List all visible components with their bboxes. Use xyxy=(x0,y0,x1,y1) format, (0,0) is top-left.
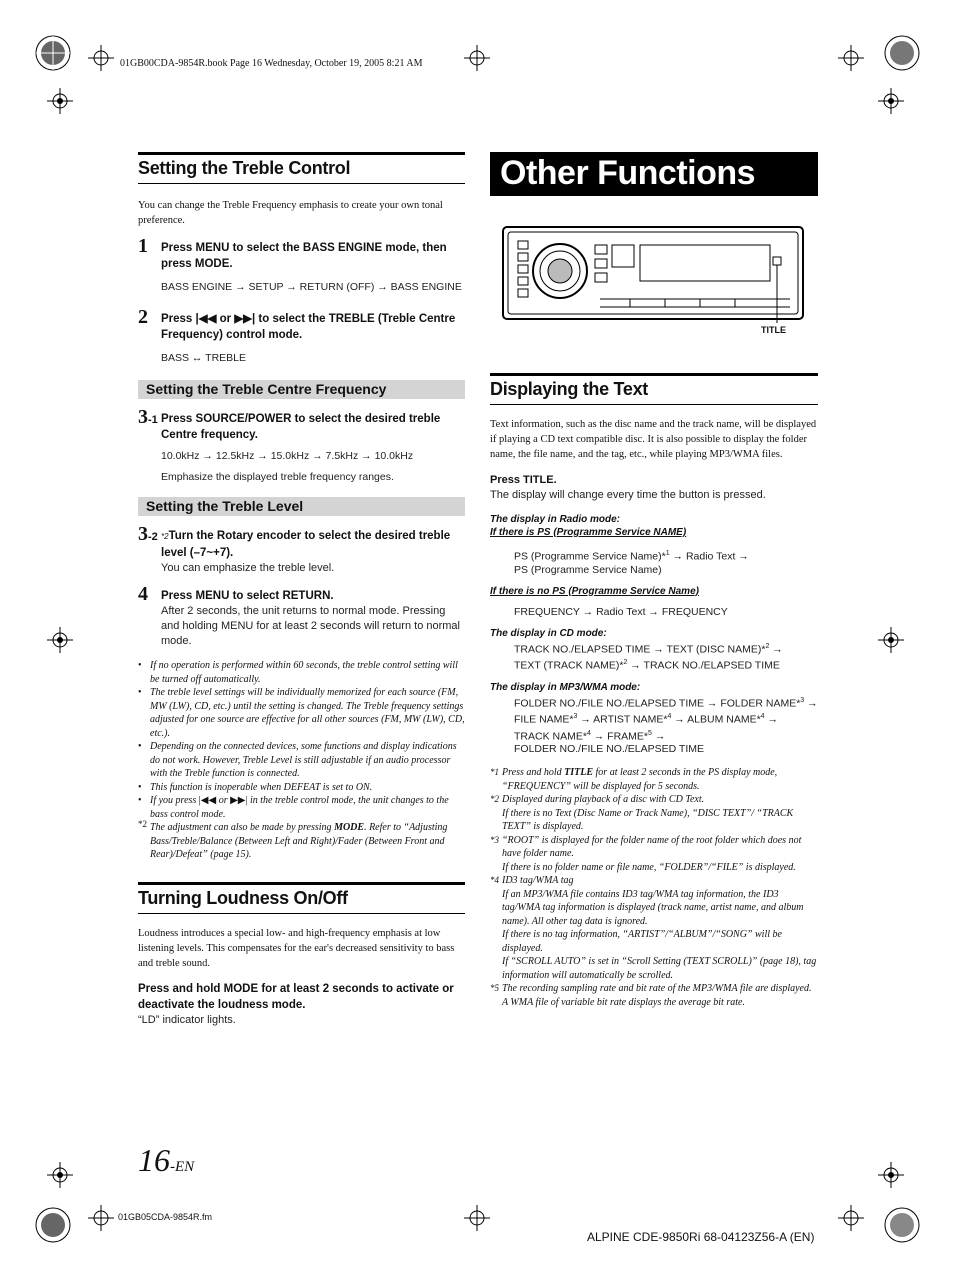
step-1-flow: BASS ENGINE → SETUP → RETURN (OFF) → BASS ENGINE xyxy=(161,281,462,293)
key-mode: MODE xyxy=(194,258,230,270)
display-intro: Text information, such as the disc name and the track name, will be displayed if playing a CD text compatible disc. It is also possible to display the folder name, the file name, and the tag, etc., while playing MP3/WMA files. xyxy=(490,419,817,460)
list-item: • Depending on the connected devices, some functions and display indications do not work. However, Treble Level is still adjustable if an audio processor with the Treble function is connected. xyxy=(138,740,465,781)
loudness-note: “LD” indicator lights. xyxy=(138,1013,236,1026)
head-unit-illustration xyxy=(490,223,818,323)
subsection-title-treble-level: Setting the Treble Level xyxy=(138,497,465,516)
crosshair-mark xyxy=(878,88,904,114)
footnote-2: *2 The adjustment can also be made by pressing MODE. Refer to “Adjusting Bass/Treble/Balance (Between Left and Right)/Fader (Between Front and Rear)/Defeat” (page 15). xyxy=(138,819,448,860)
step-number: 2 xyxy=(138,306,148,328)
step-3-1-flow: 10.0kHz → 12.5kHz → 15.0kHz → 7.5kHz → 10.0kHz xyxy=(161,450,414,462)
next-track-icon: ▶▶| xyxy=(230,795,248,806)
key-source-power: SOURCE/POWER xyxy=(195,413,292,425)
loudness-instruction: Press and hold MODE for at least 2 seconds to activate or deactivate the loudness mode. xyxy=(138,982,454,1011)
mp3-flow-1: FOLDER NO./FILE NO./ELAPSED TIME → FOLDER NAME*$^3$ → xyxy=(514,696,818,709)
step-3-2 xyxy=(138,523,465,576)
crosshair-mark xyxy=(464,1205,490,1231)
step-number: 3-1 xyxy=(138,406,158,428)
step-3-1-note: Emphasize the displayed treble frequency ranges. xyxy=(161,471,394,483)
section-title-treble: Setting the Treble Control xyxy=(138,152,465,184)
registration-mark-bottom-right xyxy=(884,1207,920,1243)
step-number: 3-2 xyxy=(138,523,158,545)
crosshair-mark xyxy=(878,1162,904,1188)
mp3-flow-3: TRACK NAME*$^4$ → FRAME*$^5$ → xyxy=(514,729,666,742)
key-menu: MENU xyxy=(195,242,230,254)
list-item: • This function is inoperable when DEFEAT is set to ON. xyxy=(138,781,465,795)
step-2-flow: BASS ↔ TREBLE xyxy=(161,352,247,364)
footer-file-name: 01GB05CDA-9854R.fm xyxy=(118,1212,213,1222)
section-title-displaying-text: Displaying the Text xyxy=(490,373,818,405)
mp3-flow-4: FOLDER NO./FILE NO./ELAPSED TIME xyxy=(514,743,705,755)
crosshair-mark xyxy=(464,45,490,71)
next-track-icon: ▶▶| xyxy=(234,313,256,325)
list-item: • The treble level settings will be individually memorized for each source (FM, MW (LW), CD, etc.) until the setting is changed. The Treble frequency settings adjusted for one source are effective for all other sources (FM, MW (LW), CD, etc.). xyxy=(138,686,465,740)
treble-intro: You can change the Treble Frequency emphasis to create your own tonal preference. xyxy=(138,200,443,226)
page-number: 16-EN xyxy=(138,1142,195,1178)
cd-flow-2: TEXT (TRACK NAME)*$^2$ → TRACK NO./ELAPSED TIME xyxy=(514,659,780,672)
chapter-title: Other Functions xyxy=(490,152,818,196)
list-item: • If you press |◀◀ or ▶▶| in the treble control mode, the unit changes to the bass control mode. xyxy=(138,794,465,821)
step-number: 4 xyxy=(138,583,148,605)
radio-ps-flow-2: PS (Programme Service Name) xyxy=(514,563,662,576)
step-1 xyxy=(138,235,465,295)
step-3-1-text: Press SOURCE/POWER to select the desired treble Centre frequency. xyxy=(161,413,441,441)
cd-mode-heading: The display in CD mode: xyxy=(490,627,607,639)
footnote-5: *5 The recording sampling rate and bit rate of the MP3/WMA file are displayed. A WMA file of variable bit rate displays the average bit rate. xyxy=(490,983,812,1008)
prev-track-icon: |◀◀ xyxy=(198,795,217,806)
crosshair-mark xyxy=(838,1205,864,1231)
footnote-1: *1 Press and hold TITLE for at least 2 seconds in the PS display mode, “FREQUENCY” will be displayed for 5 seconds. xyxy=(490,767,778,792)
radio-nops-flow: FREQUENCY → Radio Text → FREQUENCY xyxy=(514,605,728,618)
right-column xyxy=(490,152,818,1009)
crosshair-mark xyxy=(88,45,114,71)
prev-track-icon: |◀◀ xyxy=(195,313,217,325)
step-4-text: Press MENU to select RETURN. xyxy=(161,590,334,602)
footnote-4: *4 ID3 tag/WMA tag If an MP3/WMA file contains ID3 tag/WMA tag information, the ID3 tag/WMA tag information is displayed (track name, artist name, and album name). All other tag data is ignored. If there is no tag information, “ARTIST”/“ALBUM”/“SONG” will be displayed. If “SCROLL AUTO” is set in “Scroll Setting (TEXT SCROLL)” (page 18), tag information will automatically be scrolled. xyxy=(490,875,817,981)
footer-model: ALPINE CDE-9850Ri 68-04123Z56-A (EN) xyxy=(587,1230,815,1244)
mp3-flow-2: FILE NAME*$^3$ → ARTIST NAME*$^4$ → ALBUM NAME*$^4$ → xyxy=(514,713,778,726)
registration-mark-top-left xyxy=(35,35,71,71)
crosshair-mark xyxy=(47,88,73,114)
step-4-desc: After 2 seconds, the unit returns to normal mode. Pressing and holding MENU for at least 2 seconds will return to normal mode. xyxy=(161,605,460,647)
footnotes xyxy=(490,766,818,1009)
crosshair-mark xyxy=(838,45,864,71)
title-button-label: TITLE xyxy=(761,325,786,335)
step-2-text: Press |◀◀ or ▶▶| to select the TREBLE (Treble Centre Frequency) control mode. xyxy=(161,313,456,341)
mp3-mode-heading: The display in MP3/WMA mode: xyxy=(490,681,641,693)
step-1-text: Press MENU to select the BASS ENGINE mode, then press MODE. xyxy=(161,242,447,270)
step-3-2-note: You can emphasize the treble level. xyxy=(161,562,335,574)
radio-nops-heading: If there is no PS (Programme Service Name) xyxy=(490,585,699,597)
step-4 xyxy=(138,583,465,649)
left-column xyxy=(138,152,465,1028)
list-item: • If no operation is performed within 60 seconds, the treble control setting will be turned off automatically. xyxy=(138,659,465,686)
step-3-2-text: *2Turn the Rotary encoder to select the desired treble level (–7~+7). xyxy=(161,530,451,559)
footnote-2: *2 Displayed during playback of a disc with CD Text. If there is no Text (Disc Name or Track Name), “DISC TEXT”/ “TRACK TEXT” is displayed. xyxy=(490,794,794,832)
subsection-title-centre-frequency: Setting the Treble Centre Frequency xyxy=(138,380,465,399)
crosshair-mark xyxy=(47,627,73,653)
footnote-ref: *2 xyxy=(161,532,169,541)
press-title-instruction: Press TITLE. xyxy=(490,474,557,486)
section-title-loudness: Turning Loudness On/Off xyxy=(138,882,465,914)
key-mode: MODE xyxy=(223,982,259,995)
crosshair-mark xyxy=(47,1162,73,1188)
treble-notes xyxy=(138,659,465,821)
radio-ps-heading: If there is PS (Programme Service NAME) xyxy=(490,527,687,538)
registration-mark-bottom-left xyxy=(35,1207,71,1243)
press-title-note: The display will change every time the button is pressed. xyxy=(490,489,766,501)
key-title: TITLE xyxy=(523,474,554,486)
key-rotary-encoder: Rotary encoder xyxy=(216,530,302,542)
loudness-intro: Loudness introduces a special low- and high-frequency emphasis at low listening levels. This compensates for the ear's decreased sensitivity to bass and treble sound. xyxy=(138,927,455,969)
crosshair-mark xyxy=(88,1205,114,1231)
registration-mark-top-right xyxy=(884,35,920,71)
radio-ps-flow-1: PS (Programme Service Name)*$^1$ → Radio Text → xyxy=(514,550,749,563)
radio-mode-heading: The display in Radio mode: xyxy=(490,514,621,525)
step-2 xyxy=(138,306,465,366)
key-menu: MENU xyxy=(195,590,230,602)
step-number: 1 xyxy=(138,235,148,257)
footnote-3: *3 “ROOT” is displayed for the folder name of the root folder which does not have folder name. If there is no folder name or file name, “FOLDER”/“FILE” is displayed. xyxy=(490,834,802,873)
step-3-1 xyxy=(138,406,465,485)
cd-flow-1: TRACK NO./ELAPSED TIME → TEXT (DISC NAME)*$^2$ → xyxy=(514,642,783,655)
crosshair-mark xyxy=(878,627,904,653)
page-header-file-info: 01GB00CDA-9854R.book Page 16 Wednesday, October 19, 2005 8:21 AM xyxy=(120,58,423,69)
